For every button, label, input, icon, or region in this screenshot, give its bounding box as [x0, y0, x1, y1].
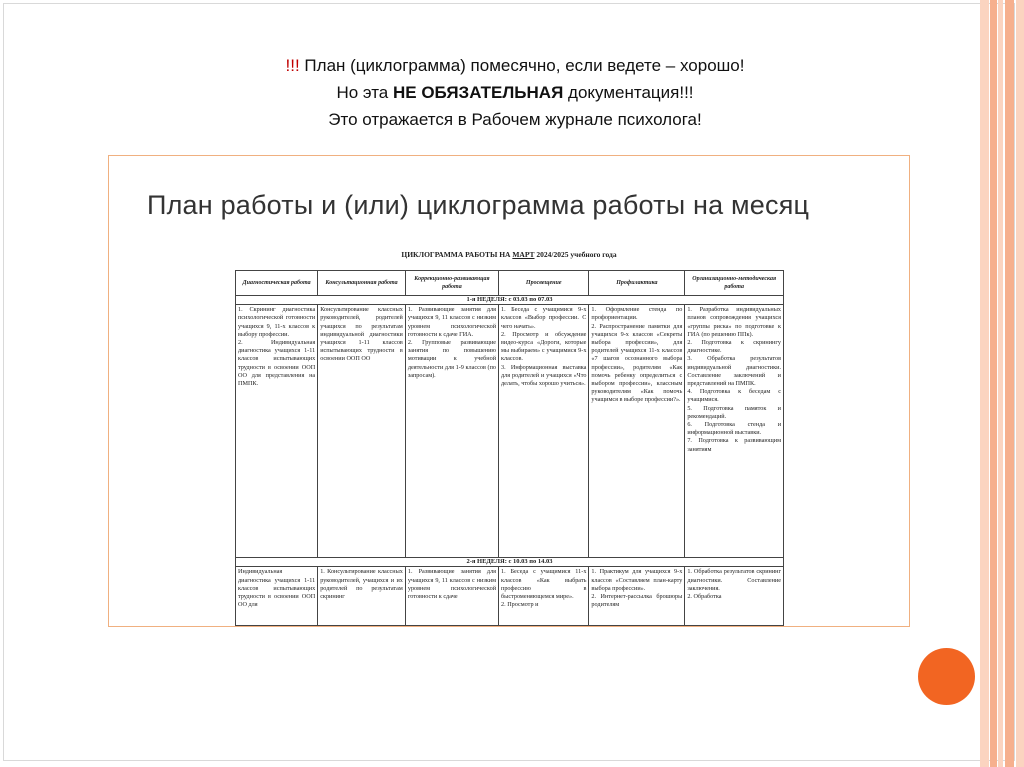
heading-line-1-text: План (циклограмма) помесячно, если ведете – хорошо! — [299, 56, 745, 75]
column-header: Консультационная работа — [318, 271, 406, 296]
heading-line-2 — [120, 79, 910, 106]
document-image — [108, 155, 910, 627]
column-header: Организационно-методическая работа — [685, 271, 784, 296]
table-row — [236, 567, 784, 626]
stripe — [980, 0, 989, 767]
column-header: Профилактика — [589, 271, 685, 296]
table-cell: 1. Оформление стенда по профориентации. 2. Распространение памятки для учащихся 9-х классов «Секреты выбора профессии», для родителей учащихся 11-х классов «7 шагов осознанного выбора профессии», родителям «Как помочь ребенку определиться с выбором профессии», классным руководителям «Как помочь учащимся в выборе профессии?». — [589, 305, 685, 558]
week-row — [236, 558, 784, 567]
column-header: Просвещение — [499, 271, 589, 296]
week-row — [236, 296, 784, 305]
table-cell: 1. Практикум для учащихся 9-х классов «Составляем план-карту выбора профессии». 2. Интернет-рассылка брошюры родителям — [589, 567, 685, 626]
heading-exclamation: !!! — [285, 56, 300, 75]
slide-heading — [120, 52, 910, 133]
document-title: План работы и (или) циклограмма работы на месяц — [147, 190, 810, 220]
table-cell: 1. Разработка индивидуальных планов сопровождения учащихся «группы риска» по подготовке к ГИА (по решению ППк). 2. Подготовка к скринингу диагностике. 3. Обработка результатов индивидуальной диагностики. Составление заключений и представлений на ПМПК. 4. Подготовка к беседам с учащимися. 5. Подготовка памяток и рекомендаций. 6. Подготовка стенда и информационной выставки. 7. Подготовка к развивающим занятиям — [685, 305, 784, 558]
cyclogram-table — [235, 270, 784, 626]
table-cell: Индивидуальная диагностика учащихся 1-11 классов испытывающих трудности в освоении ООП ОО для — [236, 567, 318, 626]
heading-line-2-pre: Но эта — [336, 83, 393, 102]
table-title-post: 2024/2025 учебного года — [534, 250, 617, 259]
table-row — [236, 305, 784, 558]
table-cell: Консультирование классных руководителей, родителей учащихся по результатам индивидуальной диагностики учащихся 1-11 классов испытывающих трудности в освоении ООП ОО — [318, 305, 406, 558]
table-cell: 1. Развивающие занятия для учащихся 9, 11 классов с низким уровнем психологической готовности к сдаче ГИА. 2. Групповые развивающие занятия по повышению мотивации к учебной деятельности для 1-9 классов (по запросам). — [405, 305, 498, 558]
heading-line-1 — [120, 52, 910, 79]
column-header: Коррекционно-развивающая работа — [405, 271, 498, 296]
table-cell: 1. Беседа с учащимися 9-х классов «Выбор профессии. С чего начать». 2. Просмотр и обсуждение видео-курса «Дороги, которые мы выбираем» с учащимися 9-х классов. 3. Информационная выставка для родителей и учащихся «Что делать, чтобы хорошо учиться». — [499, 305, 589, 558]
table-title-pre: ЦИКЛОГРАММА РАБОТЫ НА — [401, 250, 513, 259]
stripe — [1016, 0, 1024, 767]
decorative-circle — [918, 648, 975, 705]
column-header: Диагностическая работа — [236, 271, 318, 296]
heading-line-2-post: документация!!! — [563, 83, 694, 102]
table-cell: 1. Консультирование классных руководителей, учащихся и их родителей по результатам скрининг — [318, 567, 406, 626]
week-label: 1-я НЕДЕЛЯ: с 03.03 по 07.03 — [236, 296, 784, 305]
table-title-month: МАРТ — [512, 250, 535, 259]
heading-line-3: Это отражается в Рабочем журнале психолога! — [328, 110, 702, 129]
table-title — [109, 250, 909, 259]
table-cell: 1. Скрининг диагностика психологической готовности учащихся 9, 11-х классов к выбору профессии. 2. Индивидуальная диагностика учащихся 1-11 классов испытывающих трудности в освоении ООП ОО для представления на ПМПК. — [236, 305, 318, 558]
stripe — [990, 0, 997, 767]
stripe — [1005, 0, 1014, 767]
table-cell: 1. Развивающие занятия для учащихся 9, 11 классов с низким уровнем психологической готовности к сдаче — [405, 567, 498, 626]
table-header-row — [236, 271, 784, 296]
table-cell: 1. Обработка результатов скрининг диагностики. Составление заключения. 2. Обработка — [685, 567, 784, 626]
week-label: 2-я НЕДЕЛЯ: с 10.03 по 14.03 — [236, 558, 784, 567]
table-cell: 1. Беседа с учащимися 11-х классов «Как выбрать профессию в быстроменяющемся мире». 2. Просмотр и — [499, 567, 589, 626]
stripe — [998, 0, 1003, 767]
heading-line-2-bold: НЕ ОБЯЗАТЕЛЬНАЯ — [392, 83, 564, 102]
